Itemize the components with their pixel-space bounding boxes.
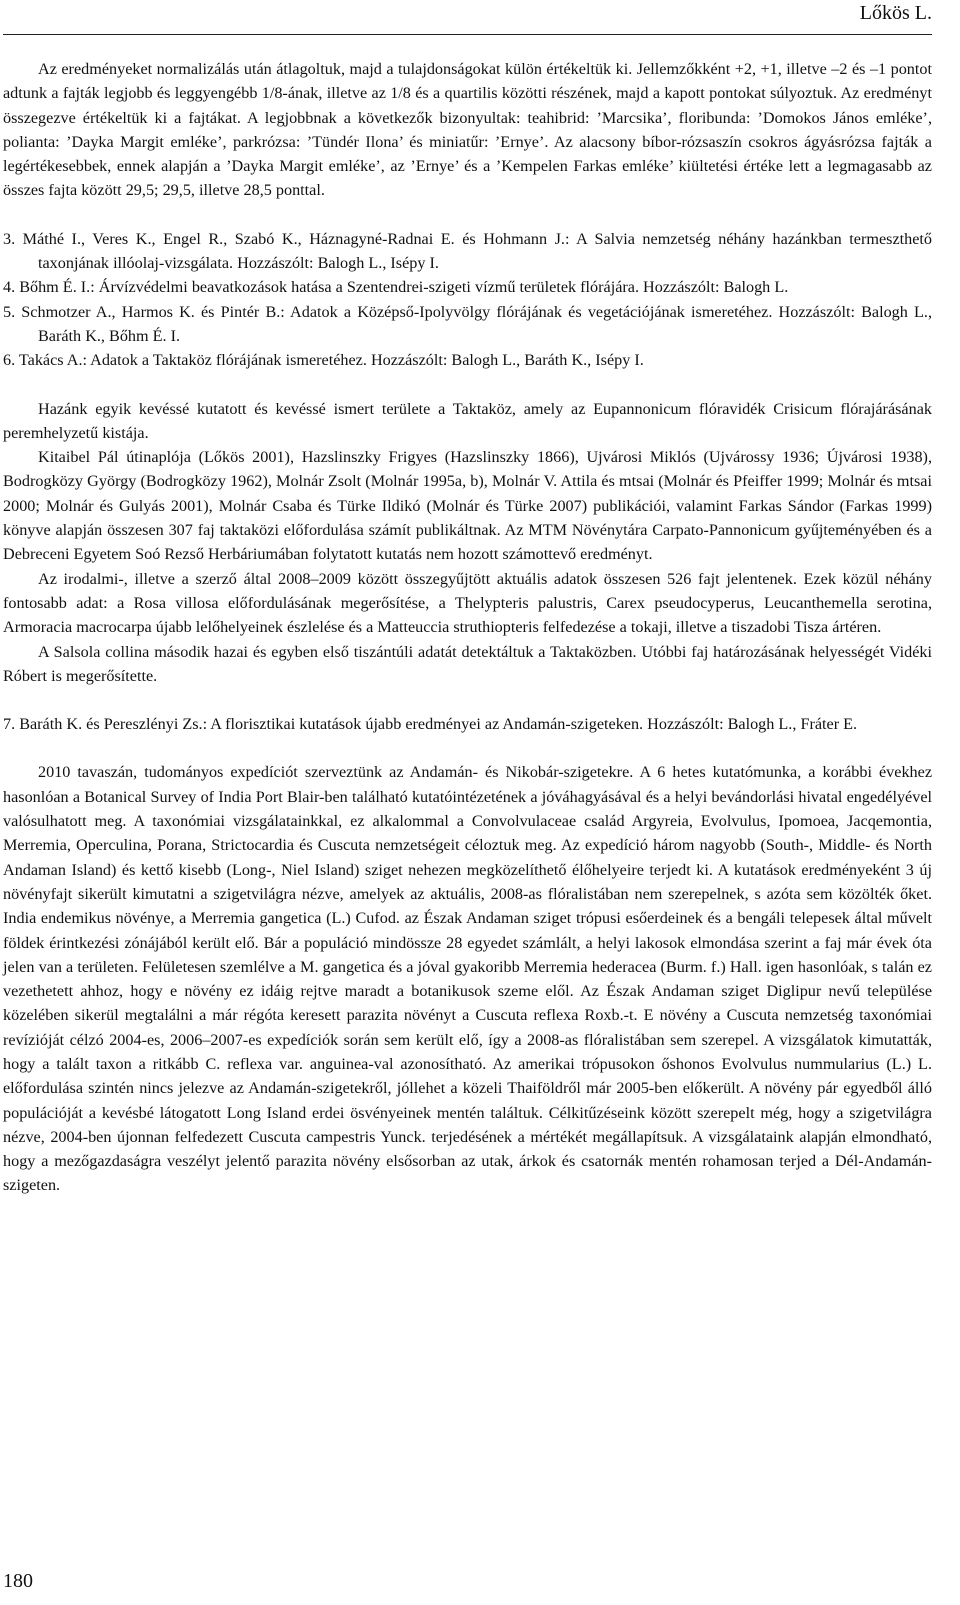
spacer <box>3 688 932 712</box>
reference-3: 3. Máthé I., Veres K., Engel R., Szabó K., Háznagyné-Radnai E. és Hohmann J.: A Salvia nemzetség néhány hazánkban termeszthető taxonjának illóolaj-vizsgálata. Hozzászólt: Balogh L., Isépy I. <box>3 229 932 273</box>
reference-4: 4. Bőhm É. I.: Árvízvédelmi beavatkozások hatása a Szentendrei-szigeti vízmű területek flórájára. Hozzászólt: Balogh L. <box>3 278 789 297</box>
paragraph-taktakoz-intro: Hazánk egyik kevéssé kutatott és kevéssé ismert területe a Taktaköz, amely az Eupannonicum flóravidék Crisicum flórajárásának peremhelyzetű kistája. <box>3 399 932 442</box>
paragraph-data-summary: Az irodalmi-, illetve a szerző által 2008–2009 között összegyűjtött aktuális adatok összesen 526 fajt jelentenek. Ezek közül néhány fontosabb adat: a Rosa villosa előfordulásának megerősítése, a Thelypteris palustris, Carex pseudocyperus, Leucanthemella serotina, Armoracia macrocarpa újabb lelőhelyeinek észlelése és a Matteuccia struthiopteris felfedezése a tokaji, illetve a tiszadobi Tisza ártéren. <box>3 569 932 637</box>
spacer <box>3 736 932 760</box>
paragraph-salsola: A Salsola collina második hazai és egyben első tiszántúli adatát detektáltuk a Taktaközben. Utóbbi faj határozásának helyességét Vidéki Róbert is megerősítette. <box>3 642 932 685</box>
paragraph-literature: Kitaibel Pál útinaplója (Lőkös 2001), Hazslinszky Frigyes (Hazslinszky 1866), Ujvárosi Miklós (Ujvárossy 1936; Újvárosi 1938), Bodrogközy György (Bodrogközy 1962), Molnár Zsolt (Molnár 1995a, b), Molnár V. Attila és mtsai (Molnár és Pfeiffer 1999; Molnár és mtsai 2000; Molnár és Gulyás 2001), Molnár Csaba és Türke Ildikó (Molnár és Türke 2007) publikációi, valamint Farkas Sándor (Farkas 1999) könyve alapján összesen 307 faj taktaközi előfordulása számít publikáltnak. Az MTM Növénytára Carpato-Pannonicum gyűjteményében és a Debreceni Egyetem Soó Rezső Herbáriumában folytatott kutatás nem hozott számottevő eredményt. <box>3 448 932 564</box>
page-body <box>3 57 932 1198</box>
paragraph-rose-varieties: Az eredményeket normalizálás után átlagoltuk, majd a tulajdonságokat külön értékeltük ki. Jellemzőkként +2, +1, illetve –2 és –1 pontot adtunk a fajták legjobb és leggyengébb 1/8-ának, illetve az 1/8 és a quartilis közötti részének, majd a kapott pontokat súlyoztuk. Az eredményt összegezve értékeltük ki a fajtákat. A legjobbnak a következők bizonyultak: teahibrid: ’Marcsika’, floribunda: ’Domokos János emléke’, polianta: ’Dayka Margit emléke’, parkrózsa: ’Tündér Ilona’ és miniatűr: ’Ernye’. Az alacsony bíbor-rózsaszín csokros ágyásrózsa fajták a legértékesebbek, ennek alapján a ’Dayka Margit emléke’, az ’Ernye’ és a ’Kempelen Farkas emléke’ kiültetési értéke lett a legmagasabb az összes fajta között 29,5; 29,5, illetve 28,5 ponttal. <box>3 60 932 200</box>
spacer <box>3 203 932 227</box>
reference-7: 7. Baráth K. és Pereszlényi Zs.: A florisztikai kutatások újabb eredményei az Andamán-szigeteken. Hozzászólt: Balogh L., Fráter E. <box>3 715 858 734</box>
header-rule <box>3 34 932 35</box>
paragraph-andaman-expedition: 2010 tavaszán, tudományos expedíciót szerveztünk az Andamán- és Nikobár-szigetekre. A 6 hetes kutatómunka, a korábbi évekhez hasonlóan a Botanical Survey of India Port Blair-ben található kutatóintézetének a jóváhagyásával és a helyi bevándorlási hivatal engedélyével valósulhatott meg. A taxonómiai vizsgálatainkkal, ez alkalommal a Convolvulaceae család Argyreia, Evolvulus, Ipomoea, Jacqemontia, Merremia, Operculina, Porana, Strictocardia és Cuscuta nemzetségeit céloztuk meg. Az expedíció három nagyobb (South-, Middle- és North Andaman Island) és kettő kisebb (Long-, Niel Island) sziget nehezen megközelíthető élőhelyeire terjedt ki. A kutatások eredményeként 3 új növényfajt sikerült kimutatni a szigetvilágra nézve, amelyek az aktuális, 2008-as flóralistában nem szerepelnek, s azóta sem közölték őket. India endemikus növénye, a Merremia gangetica (L.) Cufod. az Észak Andaman sziget trópusi esőerdeinek és a bengáli telepesek által művelt földek érintkezési zónájából került elő. Bár a populáció mindössze 28 egyedet számlált, a helyi lakosok elmondása szerint a faj már évek óta jelen van a területen. Felületesen szemlélve a M. gangetica és a jóval gyakoribb Merremia hederacea (Burm. f.) Hall. igen hasonlóak, s talán ez vezethetett ahhoz, hogy e növény ez idáig rejtve maradt a botanikusok szeme elől. Az Észak Andaman sziget Diglipur nevű települése közelében sikerül megtalálni a már régóta keresett parazita növényt a Cuscuta reflexa Roxb.-t. E növény a Cuscuta nemzetség taxonómiai revízióját célzó 2004-es, 2006–2007-es expedíciók során sem került elő, így a 2008-as flóralistában sem szerepel. A vizsgálatok kimutatták, hogy a talált taxon a ritkább C. reflexa var. anguinea-val azonosítható. Az amerikai trópusokon őshonos Evolvulus nummularius (L.) L. előfordulása szintén nincs jelezve az Andamán-szigetekről, jóllehet a közeli Thaiföldről már 2005-ben előkerült. A növény pár egyedből álló populációját a kevésbé látogatott Long Island erdei ösvényeinek mentén találtuk. Célkitűzéseink között szerepelt még, hogy a szigetvilágra nézve, 2004-ben újonnan felfedezett Cuscuta campestris Yunck. terjedésének a mértékét megállapítsuk. A vizsgálataink alapján elmondható, hogy a mezőgazdaságra veszélyt jelentő parazita növény elsősorban az utak, árkok és csatornák mentén rohamosan terjed a Dél-Andamán-szigeten. <box>3 763 932 1195</box>
reference-5: 5. Schmotzer A., Harmos K. és Pintér B.: Adatok a Középső-Ipolyvölgy flórájának és vegetációjának ismeretéhez. Hozzászólt: Balogh L., Baráth K., Bőhm É. I. <box>3 302 932 345</box>
spacer <box>3 373 932 397</box>
page-number: 180 <box>3 1570 33 1592</box>
running-header: Lőkös L. <box>859 2 932 24</box>
reference-6: 6. Takács A.: Adatok a Taktaköz flórájának ismeretéhez. Hozzászólt: Balogh L., Baráth K., Isépy I. <box>3 351 644 370</box>
